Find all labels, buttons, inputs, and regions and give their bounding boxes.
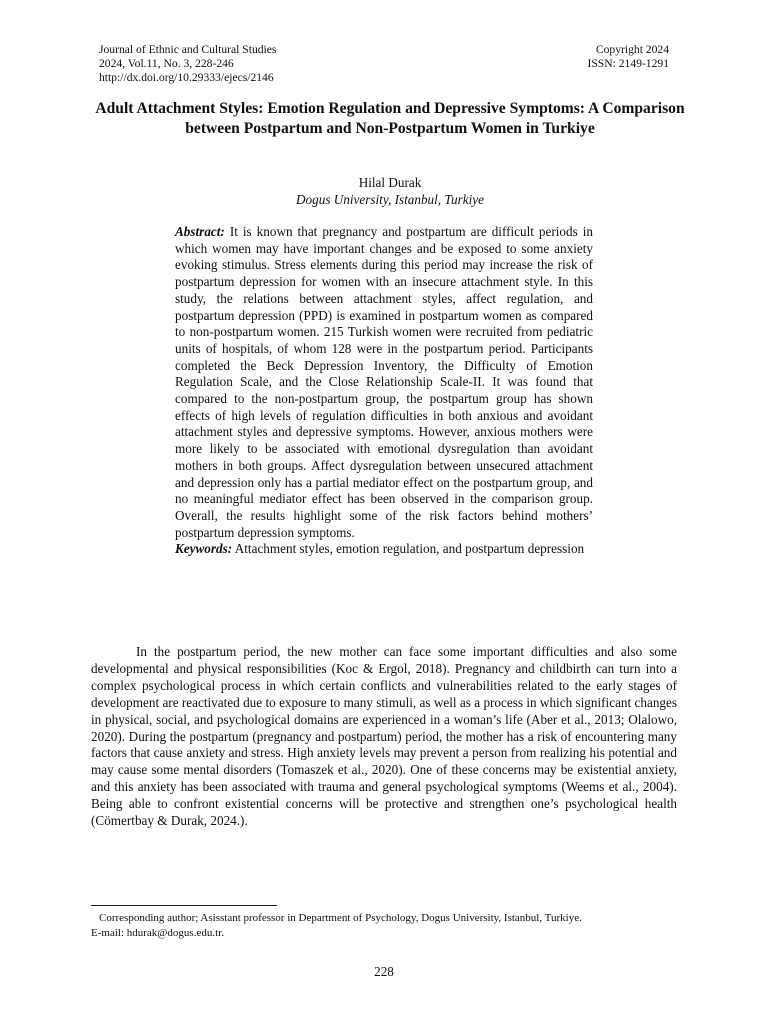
- author-affiliation: Dogus University, Istanbul, Turkiye: [296, 192, 484, 207]
- body-paragraph: In the postpartum period, the new mother can face some important difficulties and also some developmental and physical responsibilities (Koc & Ergol, 2018). Pregnancy and childbirth can turn into a complex psychological process in which certain conflicts and vulnerabilities related to the early stages of development are reactivated due to exposure to many stimuli, as well as a process in which significant changes in physical, social, and psychological domains are experienced in a woman’s life (Aber et al., 2013; Olalowo, 2020). During the postpartum (pregnancy and postpartum) period, the mother has a risk of encountering many factors that cause anxiety and stress. High anxiety levels may prevent a person from realizing his potential and may cause some mental disorders (Tomaszek et al., 2020). One of these concerns may be existential anxiety, and this anxiety has been associated with trauma and general psychological symptoms (Weems et al., 2004). Being able to confront existential concerns will be protective and strengthen one’s psychological health (Cömertbay & Durak, 2024.).: [91, 644, 677, 829]
- abstract-label: Abstract:: [175, 224, 225, 239]
- journal-name: Journal of Ethnic and Cultural Studies: [99, 43, 277, 56]
- volume-info: 2024, Vol.11, No. 3, 228-246: [99, 57, 234, 70]
- footnote: [91, 911, 677, 941]
- paper-title: Adult Attachment Styles: Emotion Regulation and Depressive Symptoms: A Comparison between Postpartum and Non-Postpartum Women in Turkiye: [95, 100, 685, 137]
- footnote-author-note: Corresponding author; Asisstant professor in Department of Psychology, Dogus University, Istanbul, Turkiye.: [99, 912, 582, 924]
- author-name: Hilal Durak: [358, 175, 422, 190]
- abstract-block: [175, 224, 593, 558]
- footnote-email: E-mail: hdurak@dogus.edu.tr.: [91, 927, 224, 939]
- issn: ISSN: 2149-1291: [587, 57, 669, 70]
- copyright: Copyright 2024: [595, 43, 669, 56]
- running-header: [99, 43, 669, 85]
- abstract-text: It is known that pregnancy and postpartum are difficult periods in which women may have important changes and be exposed to some anxiety evoking stimulus. Stress elements during this period may increase the risk of postpartum depression for women with an insecure attachment style. In this study, the relations between attachment styles, affect regulation, and postpartum depression (PPD) is examined in postpartum women as compared to non-postpartum women. 215 Turkish women were recruited from pediatric units of hospitals, of whom 128 were in the postpartum period. Participants completed the Beck Depression Inventory, the Difficulty of Emotion Regulation Scale, and the Close Relationship Scale-II. It was found that compared to the non-postpartum group, the postpartum group has shown effects of high levels of regulation difficulties in both anxious and avoidant attachment styles and depressive symptoms. However, anxious mothers were more likely to be associated with emotional dysregulation than avoidant mothers in both groups. Affect dysregulation between unsecured attachment and depression only has a partial mediator effect on the postpartum group, and no meaningful mediator effect has been observed in the comparison group. Overall, the results highlight some of the risk factors behind mothers’ postpartum depression symptoms.: [175, 224, 593, 540]
- keywords-paragraph: [175, 541, 593, 558]
- header-left: [99, 43, 276, 85]
- footnote-divider: [91, 905, 277, 906]
- abstract-paragraph: [175, 224, 593, 541]
- keywords-text: Attachment styles, emotion regulation, and postpartum depression: [234, 541, 585, 557]
- header-right: [588, 43, 670, 71]
- keywords-label: Keywords:: [175, 541, 233, 557]
- page-number: 228: [374, 964, 394, 979]
- body-text: [91, 644, 677, 830]
- doi-link[interactable]: http://dx.doi.org/10.29333/ejecs/2146: [99, 71, 274, 84]
